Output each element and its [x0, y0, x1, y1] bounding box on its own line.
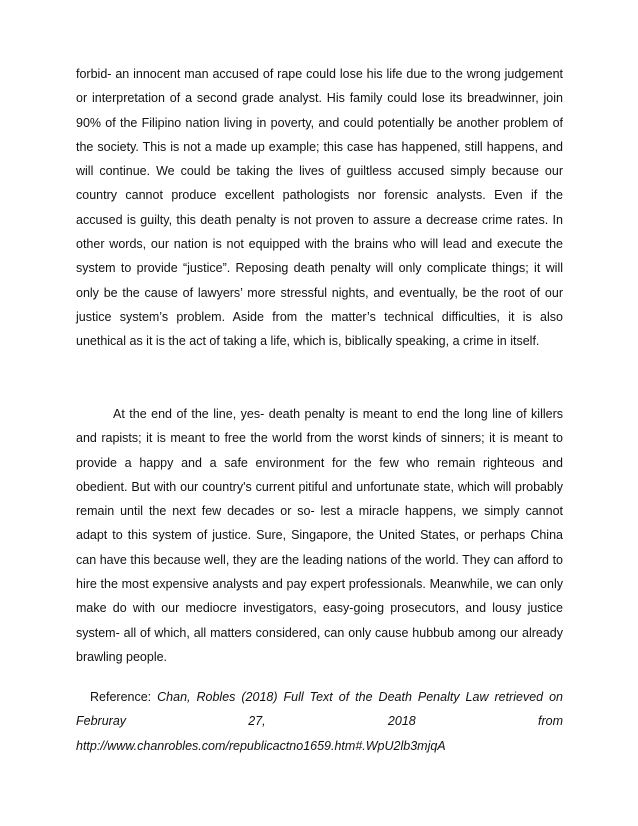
reference-citation: Chan, Robles (2018) Full Text of the Death Penalty Law retrieved on Februray 27, 2018 from http://www.chanrobles.com/republicactno1659.htm#.WpU2lb3mjqA	[76, 690, 563, 753]
reference-entry	[76, 685, 563, 758]
reference-label: Reference:	[90, 690, 158, 704]
body-paragraph-1: forbid- an innocent man accused of rape could lose his life due to the wrong judgement or interpretation of a second grade analyst. His family could lose its breadwinner, join 90% of the Filipino nation living in poverty, and could potentially be another problem of the society. This is not a made up example; this case has happened, still happens, and will continue. We could be taking the lives of guiltless accused simply because our country cannot produce excellent pathologists nor forensic analysts. Even if the accused is guilty, this death penalty is not proven to assure a decrease crime rates. In other words, our nation is not equipped with the brains who will lead and execute the system to provide “justice”. Reposing death penalty will only complicate things; it will only be the cause of lawyers’ more stressful nights, and eventually, be the root of our justice system’s problem. Aside from the matter’s technical difficulties, it is also unethical as it is the act of taking a life, which is, biblically speaking, a crime in itself.	[76, 67, 563, 349]
body-paragraph-2: At the end of the line, yes- death penalty is meant to end the long line of killers and rapists; it is meant to free the world from the worst kinds of sinners; it is meant to provide a happy and a safe environment for the few who remain righteous and obedient. But with our country's current pitiful and unfortunate state, which will probably remain until the next few decades or so- lest a miracle happens, we simply cannot adapt to this system of justice. Sure, Singapore, the United States, or perhaps China can have this because well, they are the leading nations of the world. They can afford to hire the most expensive analysts and pay expert professionals. Meanwhile, we can only make do with our mediocre investigators, easy-going prosecutors, and lousy justice system- all of which, all matters considered, can only cause hubbub among our already brawling people.	[76, 407, 563, 664]
